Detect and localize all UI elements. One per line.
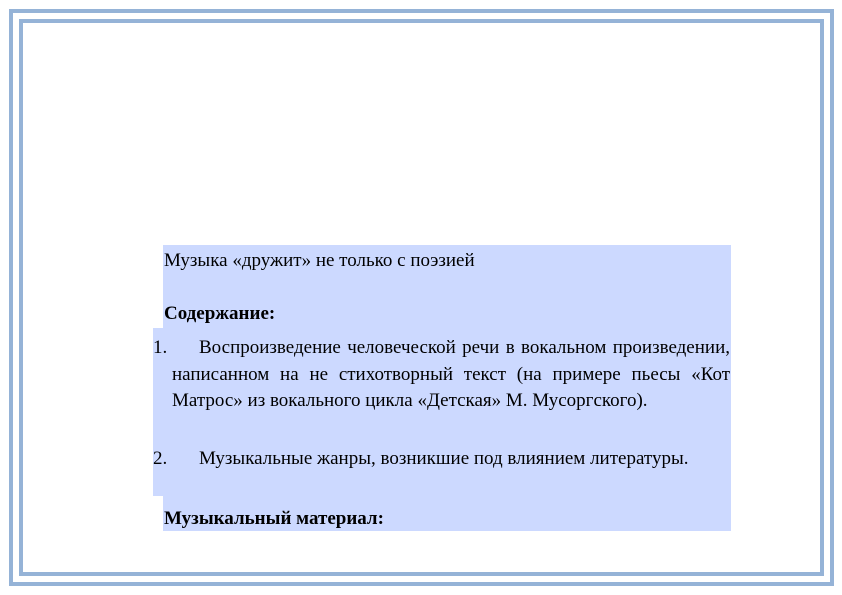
list-item-number: 2.: [153, 448, 168, 469]
content-heading: Содержание:: [164, 303, 276, 324]
list-item: [153, 335, 730, 415]
material-heading: Музыкальный материал:: [164, 508, 384, 529]
list-item-text: Воспроизведение человеческой речи в вокальном произведении, написанном на не стихотворный текст (на примере пьесы «Кот Матрос» из вокального цикла «Детская» М. Мусоргского).: [172, 337, 730, 411]
slide-title: Музыка «дружит» не только с поэзией: [164, 250, 475, 271]
list-item-text: Музыкальные жанры, возникшие под влиянием литературы.: [199, 448, 689, 469]
list-item: [153, 446, 730, 473]
list-item-number: 1.: [153, 337, 168, 358]
